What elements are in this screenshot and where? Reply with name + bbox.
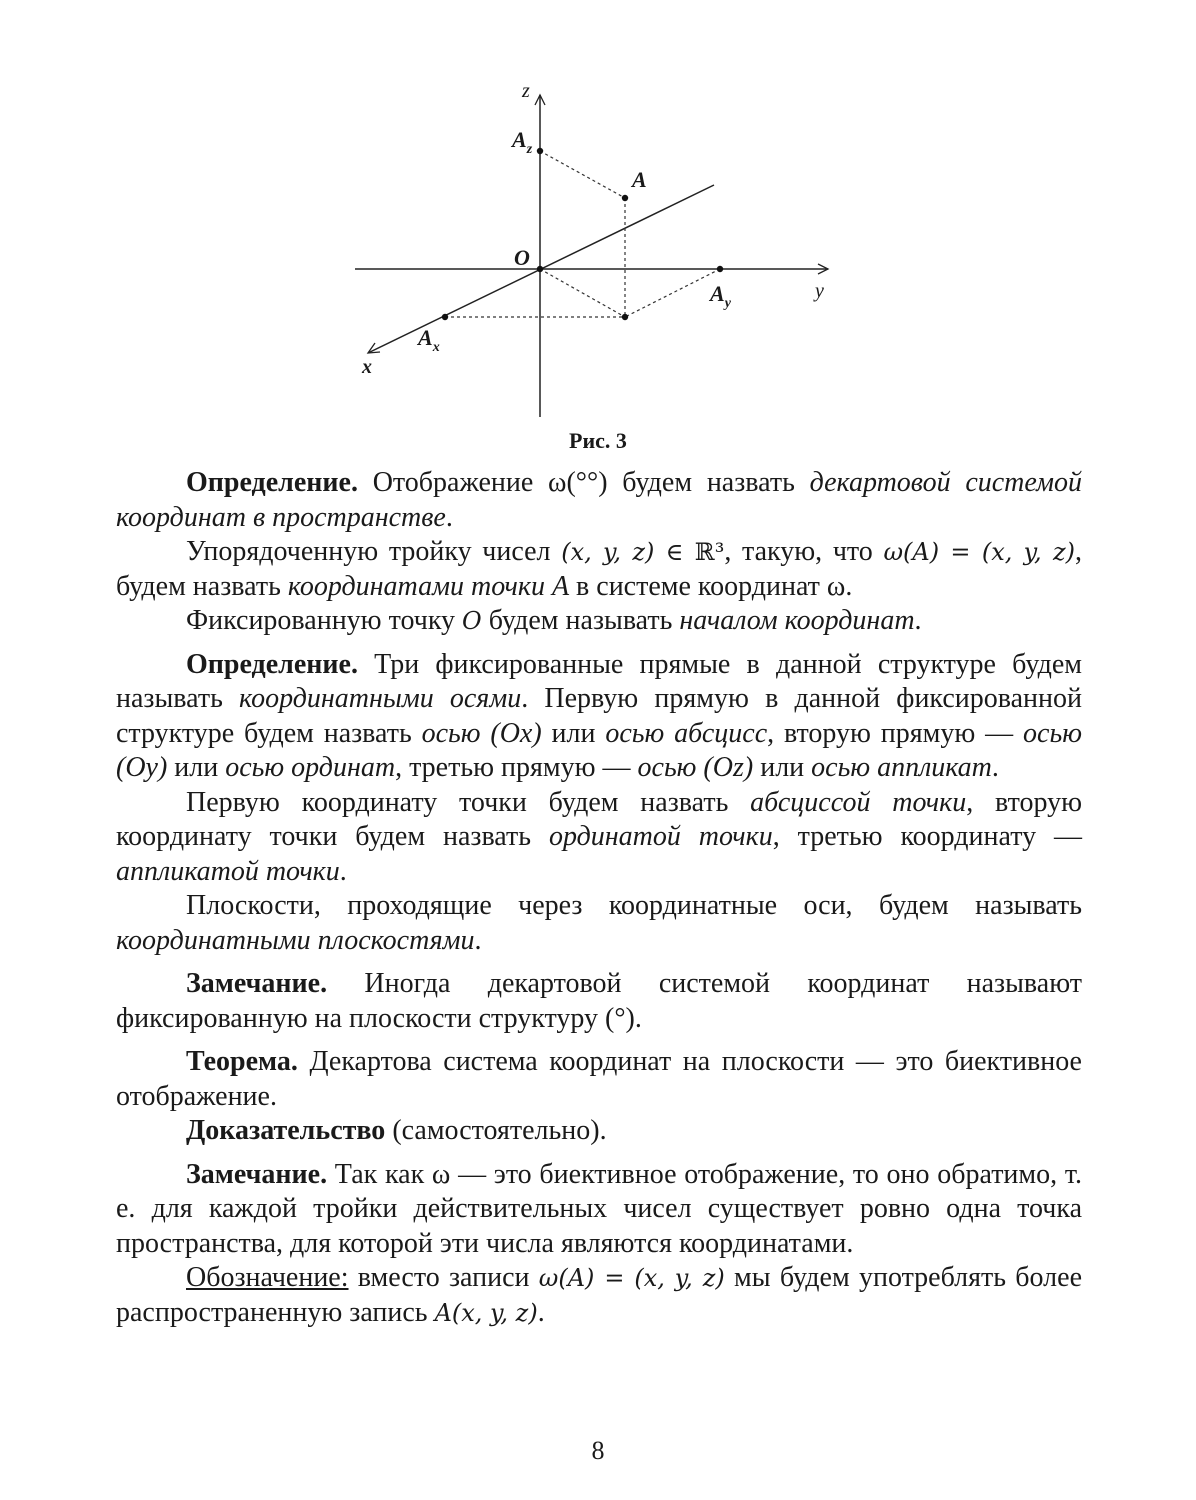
paragraph-definition-2: Определение. Три фиксированные прямые в данной структуре будем называть координатными осями. Первую прямую в данной фиксированной структуре будем назвать осью (Ox) или осью абсцисс, вторую прямую — осью (Oy) или осью ординат, третью прямую — осью (Oz) или осью аппликат. <box>116 648 1082 783</box>
label-ax: $A_x$ <box>418 325 440 355</box>
z-axis-label: z <box>522 80 530 102</box>
term-definition: Определение. <box>186 648 358 680</box>
paragraph-theorem: Теорема. Декартова система координат на плоскости — это биективное отображение. <box>116 1046 1082 1112</box>
paragraph-coordinates-names: Первую координату точки будем назвать абсциссой точки, вторую координату точки будем назвать ординатой точки, третью координату — аппликатой точки. <box>116 786 1082 887</box>
paragraph-remark-2: Замечание. Так как ω — это биективное отображение, то оно обратимо, т. е. для каждой тройки действительных чисел существует ровно одна точка пространства, для которой эти числа являются координатами. <box>116 1158 1082 1259</box>
figure-caption: Рис. 3 <box>569 428 627 453</box>
x-axis-label: x <box>362 356 372 378</box>
point-az <box>537 148 543 154</box>
term-remark: Замечание. <box>186 968 328 999</box>
point-ax <box>442 314 448 320</box>
term-definition: Определение. <box>186 467 358 498</box>
term-remark: Замечание. <box>186 1158 328 1190</box>
term-theorem: Теорема. <box>186 1046 298 1077</box>
paragraph-remark-1: Замечание. Иногда декартовой системой координат называют фиксированную на плоскости структуру (°). <box>116 968 1082 1034</box>
point-origin <box>537 266 543 272</box>
point-ay <box>717 266 723 272</box>
body-text <box>116 466 1082 1330</box>
projection-lines <box>445 151 720 317</box>
point-a <box>622 195 628 201</box>
label-origin: O <box>514 245 530 270</box>
coordinate-figure <box>350 75 850 425</box>
paragraph-origin: Фиксированную точку O будем называть началом координат. <box>186 605 922 636</box>
paragraph-notation: Обозначение: вместо записи ω(A) = (x, y, z) мы будем употреблять более распространенную запись A(x, y, z). <box>116 1262 1082 1328</box>
term-notation: Обозначение: <box>186 1262 349 1293</box>
paragraph-proof: Доказательство (самостоятельно). <box>186 1115 607 1146</box>
y-axis-label: y <box>815 280 824 302</box>
paragraph-planes: Плоскости, проходящие через координатные оси, будем называть координатными плоскостями. <box>116 890 1082 956</box>
paragraph-definition-1: Определение. Отображение ω(°°) будем назвать декартовой системой координат в пространстве. <box>116 467 1083 533</box>
page-number: 8 <box>591 1436 605 1465</box>
label-a: A <box>632 167 647 192</box>
label-az: $A_z$ <box>512 127 533 157</box>
paragraph-ordered-triple: Упорядоченную тройку чисел (x, y, z) ∈ ℝ³, такую, что ω(A) = (x, y, z), будем назвать координатами точки A в системе координат ω. <box>116 536 1083 602</box>
label-ay: $A_y$ <box>710 281 731 311</box>
point-projection <box>622 314 628 320</box>
term-proof: Доказательство <box>186 1115 386 1146</box>
